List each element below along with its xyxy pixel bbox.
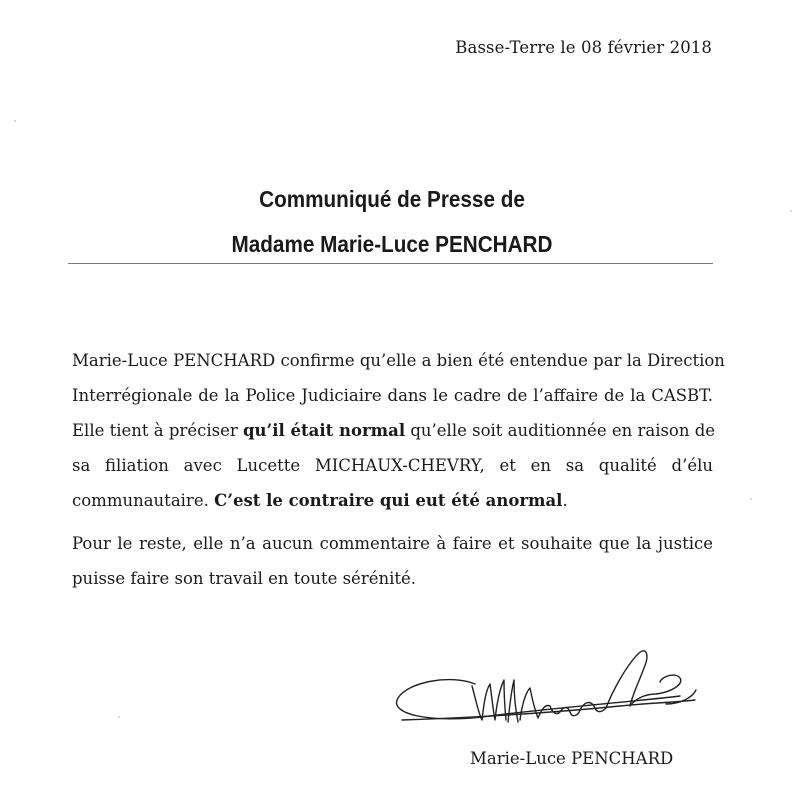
bold-emphasis: qu’il était normal [242,421,406,440]
paragraph-line [72,483,713,518]
scan-speck [14,120,16,122]
signer-name: Marie-Luce PENCHARD [470,749,674,768]
scan-speck [790,210,792,212]
paragraph-line: puisse faire son travail en toute sérénité. [72,569,417,588]
date-line: Basse-Terre le 08 février 2018 [455,38,712,57]
paragraph-line [72,413,716,448]
scan-speck [118,716,120,718]
scan-speck [750,498,752,500]
paragraph-1 [72,343,725,518]
paragraph-line: Marie-Luce PENCHARD confirme qu’elle a bien été entendue par la Direction [72,351,725,370]
page-title [39,177,745,267]
title-line-1: Communiqué de Presse de [259,186,525,212]
paragraph-line: Interrégionale de la Police Judiciaire dans le cadre de l’affaire de la CASBT. [72,386,713,405]
body-text [72,343,725,596]
text-run: Elle tient à préciser [72,421,243,440]
title-divider [68,263,713,264]
handwritten-signature [380,632,720,742]
paragraph-line: Pour le reste, elle n’a aucun commentaire à faire et souhaite que la justice [72,534,713,553]
paragraph-2 [72,526,713,596]
text-run: . [562,491,568,510]
paragraph-line: sa filiation avec Lucette MICHAUX-CHEVRY, et en sa qualité d’élu [72,456,713,475]
title-line-2: Madame Marie-Luce PENCHARD [231,231,553,257]
text-run: qu’elle soit auditionnée en raison de [405,421,716,440]
bold-emphasis: C’est le contraire qui eut été anormal [214,491,563,510]
text-run: communautaire. [72,491,215,510]
